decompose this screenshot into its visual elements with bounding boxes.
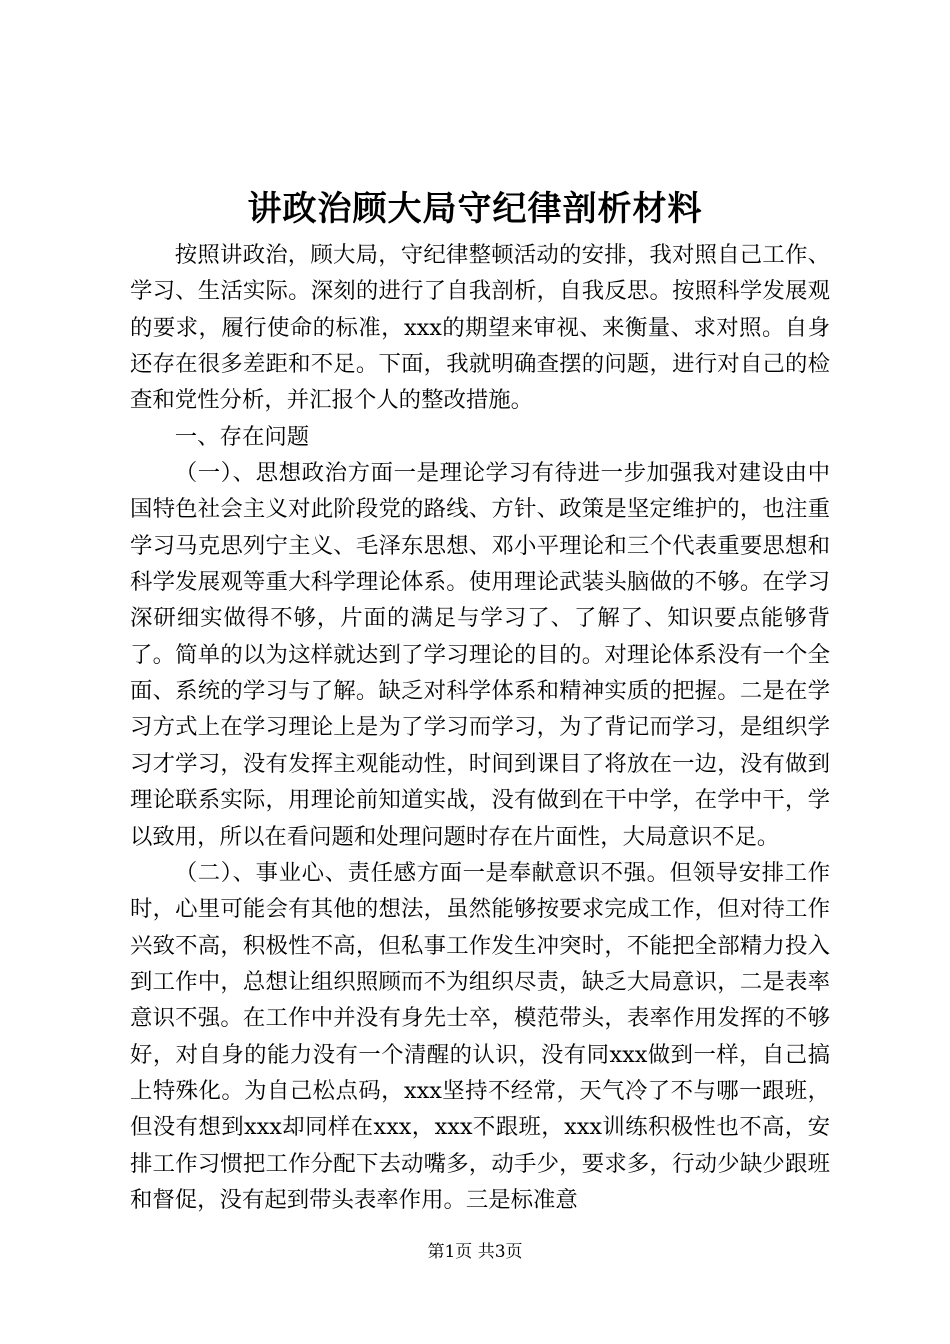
- paragraph-political-thought: （一）、思想政治方面一是理论学习有待进一步加强我对建设由中国特色社会主义对此阶段党的路线、方针、政策是坚定维护的，也注重学习马克思列宁主义、毛泽东思想、邓小平理论和三个代表重要思想和科学发展观等重大科学理论体系。使用理论武装头脑做的不够。在学习深研细实做得不够，片面的满足与学习了、了解了、知识要点能够背了。简单的以为这样就达到了学习理论的目的。对理论体系没有一个全面、系统的学习与了解。缺乏对科学体系和精神实质的把握。二是在学习方式上在学习理论上是为了学习而学习，为了背记而学习，是组织学习才学习，没有发挥主观能动性，时间到课目了将放在一边，没有做到理论联系实际，用理论前知道实战，没有做到在干中学，在学中干，学以致用，所以在看问题和处理问题时存在片面性，大局意识不足。: [130, 460, 830, 850]
- section-heading: 一、存在问题: [174, 423, 310, 450]
- document-body: [130, 237, 830, 1218]
- page-number: 第1页 共3页: [427, 1242, 523, 1262]
- paragraph-intro: 按照讲政治，顾大局，守纪律整顿活动的安排，我对照自己工作、学习、生活实际。深刻的进行了自我剖析，自我反思。按照科学发展观的要求，履行使命的标准，xxx的期望来审视、来衡量、求对照。自身还存在很多差距和不足。下面，我就明确查摆的问题，进行对自己的检查和党性分析，并汇报个人的整改措施。: [130, 242, 830, 414]
- document-title: 讲政治顾大局守纪律剖析材料: [247, 189, 703, 229]
- paragraph-career-responsibility: （二）、事业心、责任感方面一是奉献意识不强。但领导安排工作时，心里可能会有其他的想法，虽然能够按要求完成工作，但对待工作兴致不高，积极性不高，但私事工作发生冲突时，不能把全部精力投入到工作中，总想让组织照顾而不为组织尽责，缺乏大局意识，二是表率意识不强。在工作中并没有身先士卒，模范带头，表率作用发挥的不够好，对自身的能力没有一个清醒的认识，没有同xxx做到一样，自己搞上特殊化。为自己松点码，xxx坚持不经常，天气冷了不与哪一跟班，但没有想到xxx却同样在xxx，xxx不跟班，xxx训练积极性也不高，安排工作习惯把工作分配下去动嘴多，动手少，要求多，行动少缺少跟班和督促，没有起到带头表率作用。三是标准意: [130, 859, 830, 1213]
